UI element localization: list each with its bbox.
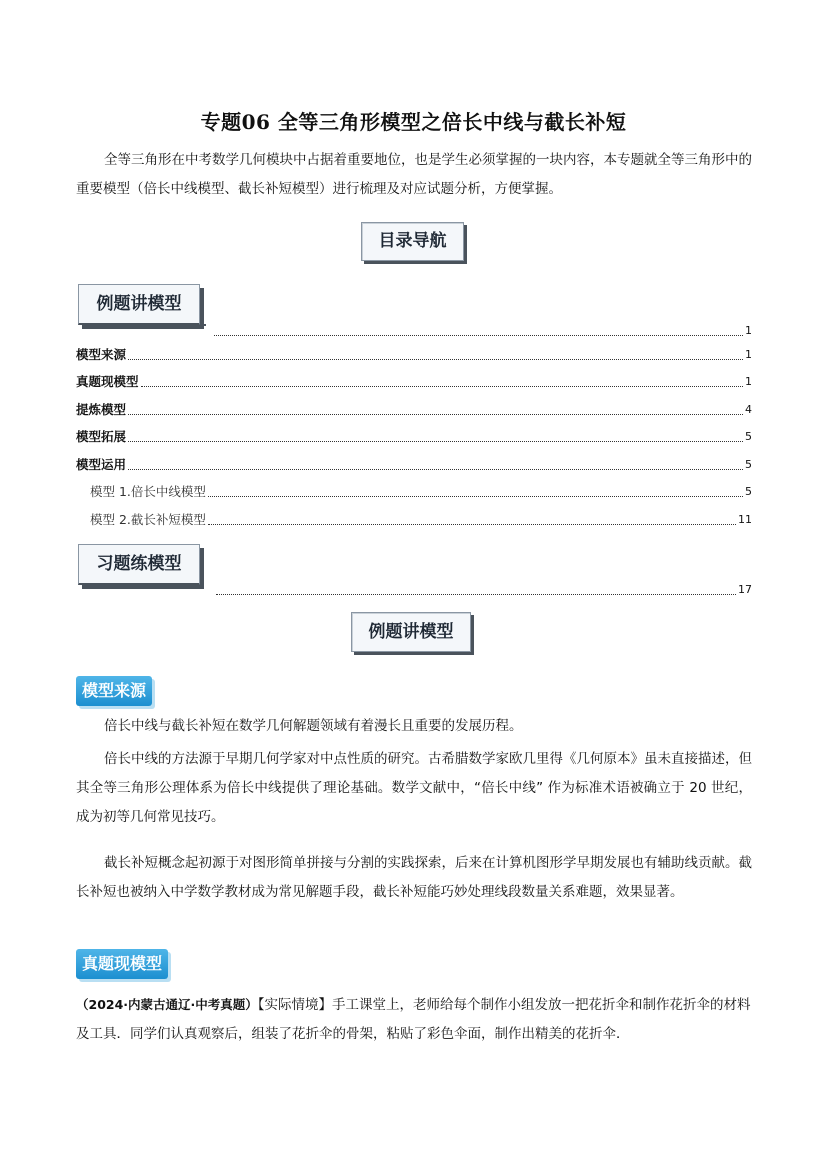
toc-label: 模型 2.截长补短模型 (90, 512, 206, 527)
intro-paragraph: 全等三角形在中考数学几何模块中占据着重要地位，也是学生必须掌握的一块内容，本专题就全等三角形中的重要模型（倍长中线模型、截长补短模型）进行梳理及对应试题分析，方便掌握。 (76, 152, 752, 197)
toc-label: 真题现模型 (76, 374, 139, 389)
toc-row[interactable] (76, 401, 752, 419)
toc-label: 提炼模型 (76, 402, 127, 417)
toc-label: 模型 1.倍长中线模型 (90, 484, 206, 499)
toc-page: 17 (738, 583, 752, 596)
toc-row-section1[interactable] (212, 322, 752, 340)
origin-paragraph-3: 截长补短概念起初源于对图形简单拼接与分割的实践探索，后来在计算机图形学早期发展也有辅助线贡献。截长补短也被纳入中学数学教材成为常见解题手段，截长补短能巧妙处理线段数量关系难题，效果显著。 (76, 855, 752, 900)
real-exam-problem (76, 990, 756, 1049)
toc-leader (214, 334, 743, 336)
toc-nav-heading: 目录导航 (361, 222, 464, 261)
toc-label: 模型拓展 (76, 429, 127, 444)
toc-row[interactable] (76, 428, 752, 446)
toc-row[interactable] (76, 346, 752, 364)
toc-row[interactable] (76, 373, 752, 391)
section-heading-examples: 例题讲模型 (351, 612, 471, 652)
toc-leader (128, 468, 743, 470)
origin-paragraph-2: 倍长中线的方法源于早期几何学家对中点性质的研究。古希腊数学家欧几里得《几何原本》虽未直接描述，但其全等三角形公理体系为倍长中线提供了理论基础。数学文献中，“倍长中线” 作为标准术语被确立于 20 世纪，成为初等几何常见技巧。 (76, 751, 752, 825)
origin-paragraph-1: 倍长中线与截长补短在数学几何解题领域有着漫长且重要的发展历程。 (104, 718, 523, 734)
toc-subrow[interactable] (90, 483, 752, 501)
toc-section-exercises: 习题练模型 (78, 544, 200, 585)
toc-leader (128, 358, 743, 360)
toc-leader (128, 413, 743, 415)
toc-label: 模型来源 (76, 347, 127, 362)
toc-leader (216, 593, 736, 595)
toc-row-section2[interactable] (214, 581, 752, 599)
section-tag-origin: 模型来源 (76, 676, 152, 706)
toc-leader (208, 495, 743, 497)
toc-page: 5 (745, 430, 752, 443)
toc-section-examples: 例题讲模型 (78, 284, 200, 325)
toc-subrow[interactable] (90, 511, 752, 529)
toc-leader (208, 523, 736, 525)
problem-source: （2024·内蒙古通辽·中考真题） (76, 997, 258, 1012)
toc-page: 5 (745, 458, 752, 471)
toc-row[interactable] (76, 456, 752, 474)
problem-text: 【实际情境】手工课堂上，老师给每个制作小组发放一把花折伞和制作花折伞的材料及工具．同学们认真观察后，组装了花折伞的骨架，粘贴了彩色伞面，制作出精美的花折伞． (76, 997, 751, 1042)
toc-page: 11 (738, 513, 752, 526)
toc-leader (141, 385, 743, 387)
toc-page: 1 (745, 324, 752, 337)
section-tag-real: 真题现模型 (76, 949, 168, 979)
toc-page: 1 (745, 348, 752, 361)
toc-leader (128, 440, 743, 442)
toc-page: 4 (745, 403, 752, 416)
page-title: 专题06 全等三角形模型之倍长中线与截长补短 (200, 110, 627, 134)
toc-page: 5 (745, 485, 752, 498)
tab-underline (200, 324, 206, 326)
toc-page: 1 (745, 375, 752, 388)
toc-label: 模型运用 (76, 457, 127, 472)
